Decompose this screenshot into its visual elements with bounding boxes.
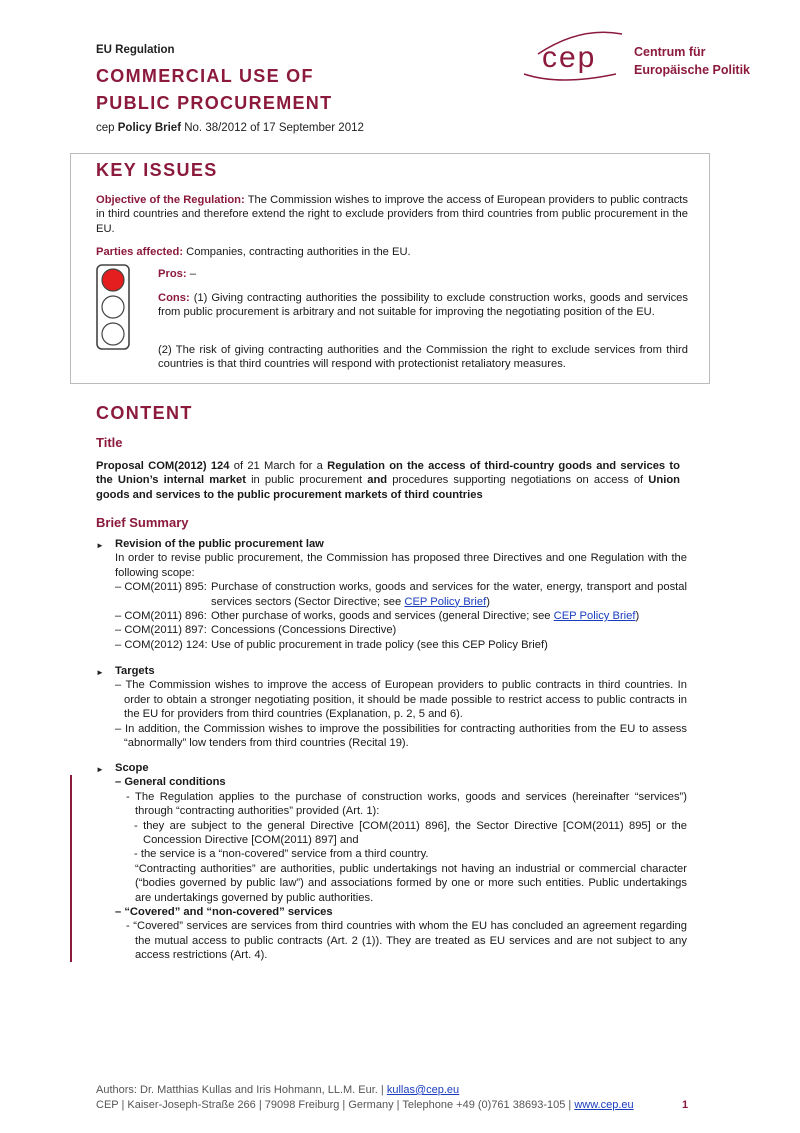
parties-paragraph (96, 245, 688, 259)
green-light-icon (102, 323, 124, 345)
proposal-part-5: and (367, 474, 388, 487)
logo-name-line-1: Centrum für (634, 45, 706, 59)
revision-heading: Revision of the public procurement law (115, 538, 324, 550)
com-item (115, 609, 687, 623)
bullet-icon: ► (96, 765, 104, 774)
com-code: – COM(2011) 895: (115, 581, 207, 594)
cep-policy-brief-link[interactable]: CEP Policy Brief (553, 610, 636, 623)
com-code: – COM(2012) 124: (115, 638, 208, 651)
title-line-1: COMMERCIAL USE OF (96, 66, 314, 86)
policy-brief-line (96, 121, 364, 135)
amber-light-icon (102, 296, 124, 318)
content-heading: CONTENT (96, 403, 193, 423)
covered-services-heading: – “Covered” and “non-covered” services (115, 906, 333, 919)
com-text: Concessions (Concessions Directive) (211, 624, 397, 637)
pros-text: – (186, 268, 196, 280)
change-bar (70, 914, 72, 962)
proposal-part-3: Regulation on the access of third-country goods and services to the Union’s internal market (96, 460, 680, 487)
parties-label: Parties affected: (96, 246, 184, 258)
document-title (96, 63, 332, 117)
com-item (115, 638, 687, 652)
website-link[interactable]: www.cep.eu (574, 1099, 634, 1111)
com-text: Other purchase of works, goods and services (general Directive; see CEP Policy Brief) (211, 610, 640, 623)
proposal-paragraph (96, 459, 680, 502)
proposal-part-6: procedures supporting negotiations on access of (387, 474, 649, 487)
general-conditions-heading: – General conditions (115, 776, 226, 789)
brief-rest: No. 38/2012 of 17 September 2012 (181, 122, 364, 134)
brief-summary-subheading: Brief Summary (96, 515, 189, 530)
scope-heading: Scope (115, 762, 149, 774)
parties-text: Companies, contracting authorities in the EU. (183, 246, 411, 258)
footer-authors: Authors: Dr. Matthias Kullas and Iris Hohmann, LL.M. Eur. | kullas@cep.eu (96, 1084, 460, 1096)
general-sub-item: - the service is a “non-covered” service from a third country. (134, 848, 429, 861)
com-code: – COM(2011) 896: (115, 610, 207, 623)
pros-label: Pros: (158, 268, 187, 280)
covered-services-text: - “Covered” services are services from third countries with whom the EU has concluded an agreement regarding the mutual access to public contracts (Art. 2 (1)). They are treated as EU services and are not subject to any access restrictions (Art. 4). (126, 920, 687, 962)
targets-item: – The Commission wishes to improve the access of European providers to public contracts in third countries. In order to obtain a stronger negotiating position, it should be made possible to restrict access to public contracts in the EU for providers from third countries (Explanation, p. 2, 5 and 6). (115, 679, 687, 721)
objective-text: The Commission wishes to improve the access of European providers to public contracts in third countries and therefore extend the right to exclude providers from third countries from public procurement in the EU. (96, 194, 688, 235)
targets-heading: Targets (115, 665, 155, 677)
brief-bold: Policy Brief (117, 122, 182, 134)
logo-name-line-2: Europäische Politik (634, 63, 751, 77)
targets-section (115, 664, 687, 750)
title-subheading: Title (96, 435, 123, 450)
page-number: 1 (682, 1099, 689, 1111)
brief-prefix: cep (96, 122, 118, 134)
cons-label: Cons: (158, 292, 190, 304)
bullet-icon: ► (96, 541, 104, 550)
key-issues-heading: KEY ISSUES (96, 160, 218, 180)
logo-text: cep (542, 41, 597, 74)
proposal-part-4: in public procurement (245, 474, 368, 487)
logo-name (634, 43, 750, 79)
cons-text: (1) Giving contracting authorities the possibility to exclude construction works, goods and services from public procurement is arbitrary and not suitable for improving the negotiating position of the EU. (158, 292, 688, 319)
targets-item: – In addition, the Commission wishes to improve the possibilities for contracting authorities from the EU to assess “abnormally” low tenders from third countries (Recital 19). (115, 722, 687, 750)
pros-paragraph (158, 267, 688, 281)
com-text: Purchase of construction works, goods and services for the water, energy, transport and postal services sectors (Sector Directive; see CEP Policy Brief) (211, 581, 687, 608)
title-line-2: PUBLIC PROCUREMENT (96, 93, 333, 113)
objective-label: Objective of the Regulation: (96, 194, 245, 206)
traffic-light-icon (96, 264, 130, 350)
footer-address: CEP | Kaiser-Joseph-Straße 266 | 79098 Freiburg | Germany | Telephone +49 (0)761 38693-105 | www.cep.eu (96, 1099, 634, 1111)
proposal-part-7: Union goods and services to the public procurement markets of third countries (96, 474, 680, 501)
contracting-authorities-definition: “Contracting authorities” are authorities, public undertakings not having an industrial or commercial character (“bodies governed by public law”) and associations formed by one or more such entities. Public undertakings are undertakings governed by public authorities. (135, 862, 687, 904)
cons-paragraph (158, 291, 688, 320)
red-light-icon (102, 269, 124, 291)
com-item (115, 580, 687, 609)
revision-intro: In order to revise public procurement, the Commission has proposed three Directives and one Regulation with the following scope: (115, 552, 687, 579)
com-item (115, 623, 687, 637)
logo-arc-bottom (524, 74, 616, 80)
general-intro: - The Regulation applies to the purchase of construction works, goods and services (hereinafter “services”) through “contracting authorities” provided (Art. 1): (126, 790, 687, 818)
scope-section (115, 761, 687, 963)
cep-policy-brief-link[interactable]: CEP Policy Brief (404, 595, 487, 608)
proposal-part-2: of 21 March for a (229, 460, 328, 472)
revision-section (115, 537, 687, 652)
com-text: Use of public procurement in trade policy (see this CEP Policy Brief) (211, 638, 548, 651)
objective-paragraph (96, 193, 688, 236)
doc-type-label: EU Regulation (96, 44, 175, 56)
com-code: – COM(2011) 897: (115, 624, 207, 637)
change-bar (70, 775, 72, 914)
bullet-icon: ► (96, 668, 104, 677)
author-email-link[interactable]: kullas@cep.eu (386, 1084, 460, 1096)
cons-paragraph-2: (2) The risk of giving contracting authorities and the Commission the right to exclude services from third countries is that third countries will respond with protectionist retaliatory measures. (158, 344, 688, 371)
general-sub-item: - they are subject to the general Directive [COM(2011) 896], the Sector Directive [COM(2011) 895] or the Concession Directive [COM(2011) 897] and (134, 819, 687, 847)
proposal-part-1: Proposal COM(2012) 124 (96, 460, 230, 472)
